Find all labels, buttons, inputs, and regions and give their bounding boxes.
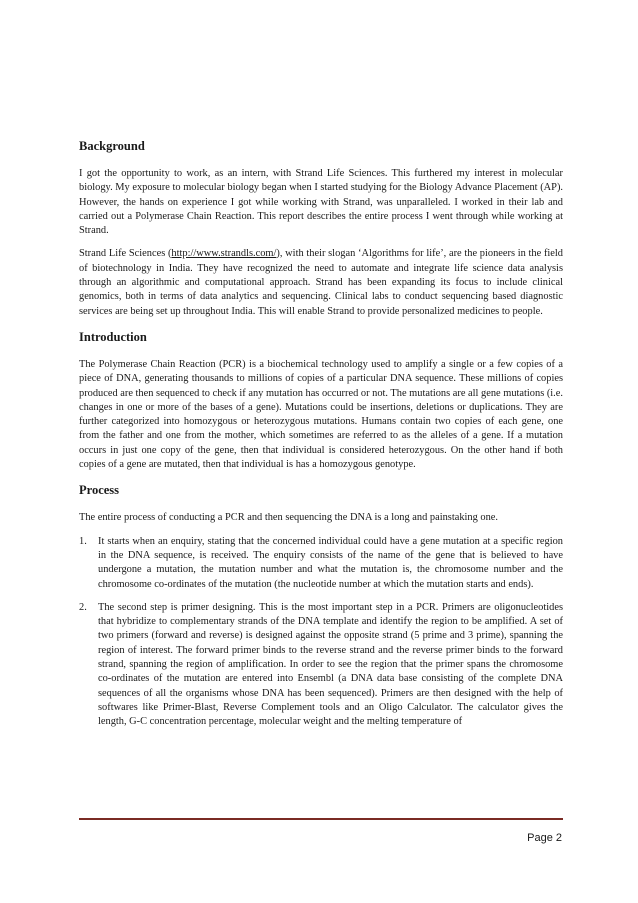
- strand-intro-text: Strand Life Sciences (: [79, 248, 172, 260]
- process-section: [79, 482, 563, 729]
- introduction-section: [79, 329, 563, 472]
- background-paragraph-2: [79, 247, 563, 318]
- strand-description-text: ), with their slogan ‘Algorithms for life’, are the pioneers in the field of biotechnology in India. They have recognized the need to automate and integrate life science data analysis through an algorithmic and computational approach. Strand has been expanding its focus to include clinical genomics, both in terms of data analytics and sequencing. Clinical labs to conduct sequencing based diagnostic services are being set up throughout India. This will enable Strand to provide personalized medicines to people.: [79, 248, 563, 317]
- background-paragraph-1: I got the opportunity to work, as an intern, with Strand Life Sciences. This furthered my interest in molecular biology. My exposure to molecular biology began when I started studying for the Biology Advance Placement (AP). However, the hands on experience I got while working with Strand, was unparalleled. I worked in their lab and carried out a Polymerase Chain Reaction. This report describes the entire process I went through while working at Strand.: [79, 168, 563, 237]
- process-steps-list: [79, 535, 563, 730]
- step-number: 2.: [79, 601, 87, 613]
- list-item: [79, 535, 563, 592]
- footer-rule: [79, 818, 563, 820]
- introduction-heading: Introduction: [79, 329, 147, 344]
- page-number: Page 2: [527, 832, 562, 844]
- strand-website-link[interactable]: http://www.strandls.com/: [171, 248, 277, 260]
- step-number: 1.: [79, 535, 87, 547]
- introduction-paragraph: The Polymerase Chain Reaction (PCR) is a biochemical technology used to amplify a single or a few copies of a piece of DNA, generating thousands to millions of copies of a particular DNA sequence. These millions of copies produced are then sequenced to check if any mutation has occurred or not. The mutations are all gene mutations (i.e. changes in one or more of the bases of a gene). Mutations could be insertions, deletions or duplications. They are further categorized into homozygous or heterozygous mutations. Humans contain two copies of each gene, one from the father and one from the mother, which sometimes are referred to as the alleles of a gene. If a mutation occurs in just one copy of the gene, then that individual is considered heterozygous. On the other hand if both copies of a gene are mutated, then that individual is has a homozygous genotype.: [79, 358, 563, 471]
- page-body: [79, 138, 563, 740]
- step-text: The second step is primer designing. This is the most important step in a PCR. Primers are oligonucleotides that hybridize to complementary strands of the DNA template and identify the region to be amplified. A set of two primers (forward and reverse) is designed against the opposite strand (5 prime and 3 prime), spanning the region of interest. The forward primer binds to the reverse strand and the reverse primer binds to the forward strand, spanning the region of amplification. In order to see the region that the primer spans the chromosome co-ordinates of the mutation are entered into Ensembl (a DNA data base consisting of the complete DNA sequences of all the organisms whose DNA has been sequenced). Primers are then designed with the help of softwares like Primer-Blast, Reverse Complement tools and an Oligo Calculator. The calculator gives the length, G-C concentration percentage, molecular weight and the melting temperature of: [98, 601, 563, 728]
- list-item: [79, 601, 563, 730]
- background-heading: Background: [79, 139, 145, 153]
- process-heading: Process: [79, 483, 120, 498]
- step-text: It starts when an enquiry, stating that the concerned individual could have a gene mutation at a specific region in the DNA sequence, is received. The enquiry consists of the name of the gene that is believed to have undergone a mutation, the mutation number and what the mutation is, the chromosome number and the chromosome co-ordinates of the mutation (the nucleotide number at which the mutation starts and ends).: [98, 535, 563, 590]
- background-section: [79, 138, 563, 319]
- process-intro: The entire process of conducting a PCR and then sequencing the DNA is a long and painstaking one.: [79, 512, 498, 524]
